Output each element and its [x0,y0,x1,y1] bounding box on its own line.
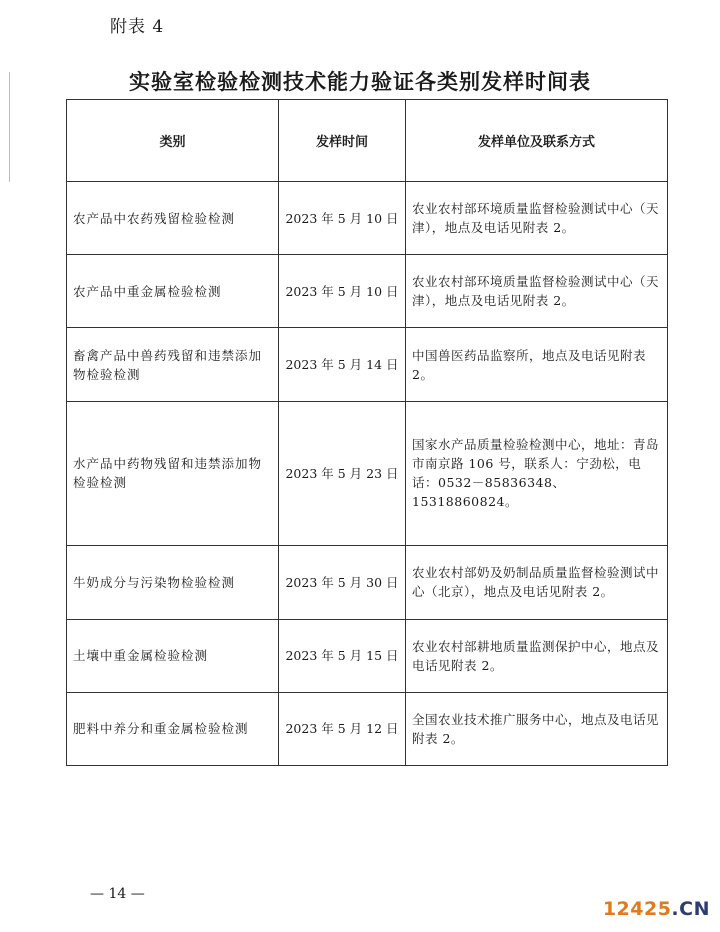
category-cell: 水产品中药物残留和违禁添加物检验检测 [67,401,279,546]
date-cell: 2023 年 5 月 12 日 [279,692,406,765]
header-contact: 发样单位及联系方式 [406,100,668,182]
table-header-row [67,100,668,182]
table-row [67,182,668,255]
table-row [67,255,668,328]
date-cell: 2023 年 5 月 14 日 [279,328,406,401]
contact-cell: 农业农村部耕地质量监测保护中心，地点及电话见附表 2。 [406,619,668,692]
category-cell: 牛奶成分与污染物检验检测 [67,546,279,619]
schedule-table [66,99,668,766]
table-row [67,401,668,546]
contact-cell: 国家水产品质量检验检测中心，地址：青岛市南京路 106 号，联系人：宁劲松，电话：0532－85836348、15318860824。 [406,401,668,546]
date-cell: 2023 年 5 月 10 日 [279,255,406,328]
category-cell: 肥料中养分和重金属检验检测 [67,692,279,765]
date-cell: 2023 年 5 月 15 日 [279,619,406,692]
site-watermark [603,898,710,920]
document-title: 实验室检验检测技术能力验证各类别发样时间表 [129,69,591,94]
table-row [67,692,668,765]
contact-cell: 农业农村部环境质量监督检验测试中心（天津），地点及电话见附表 2。 [406,182,668,255]
category-cell: 农产品中农药残留检验检测 [67,182,279,255]
contact-cell: 农业农村部环境质量监督检验测试中心（天津），地点及电话见附表 2。 [406,255,668,328]
header-date: 发样时间 [279,100,406,182]
table-row [67,328,668,401]
date-cell: 2023 年 5 月 23 日 [279,401,406,546]
date-cell: 2023 年 5 月 10 日 [279,182,406,255]
table-row [67,619,668,692]
category-cell: 土壤中重金属检验检测 [67,619,279,692]
contact-cell: 全国农业技术推广服务中心，地点及电话见附表 2。 [406,692,668,765]
contact-cell: 中国兽医药品监察所，地点及电话见附表 2。 [406,328,668,401]
category-cell: 畜禽产品中兽药残留和违禁添加物检验检测 [67,328,279,401]
category-cell: 农产品中重金属检验检测 [67,255,279,328]
page-number: — 14 — [90,886,145,902]
header-category: 类别 [67,100,279,182]
appendix-label: 附表 4 [110,17,165,37]
date-cell: 2023 年 5 月 30 日 [279,546,406,619]
contact-cell: 农业农村部奶及奶制品质量监督检验测试中心（北京），地点及电话见附表 2。 [406,546,668,619]
watermark-main: 12425 [602,898,672,920]
table-row [67,546,668,619]
watermark-tld: .CN [671,898,710,920]
